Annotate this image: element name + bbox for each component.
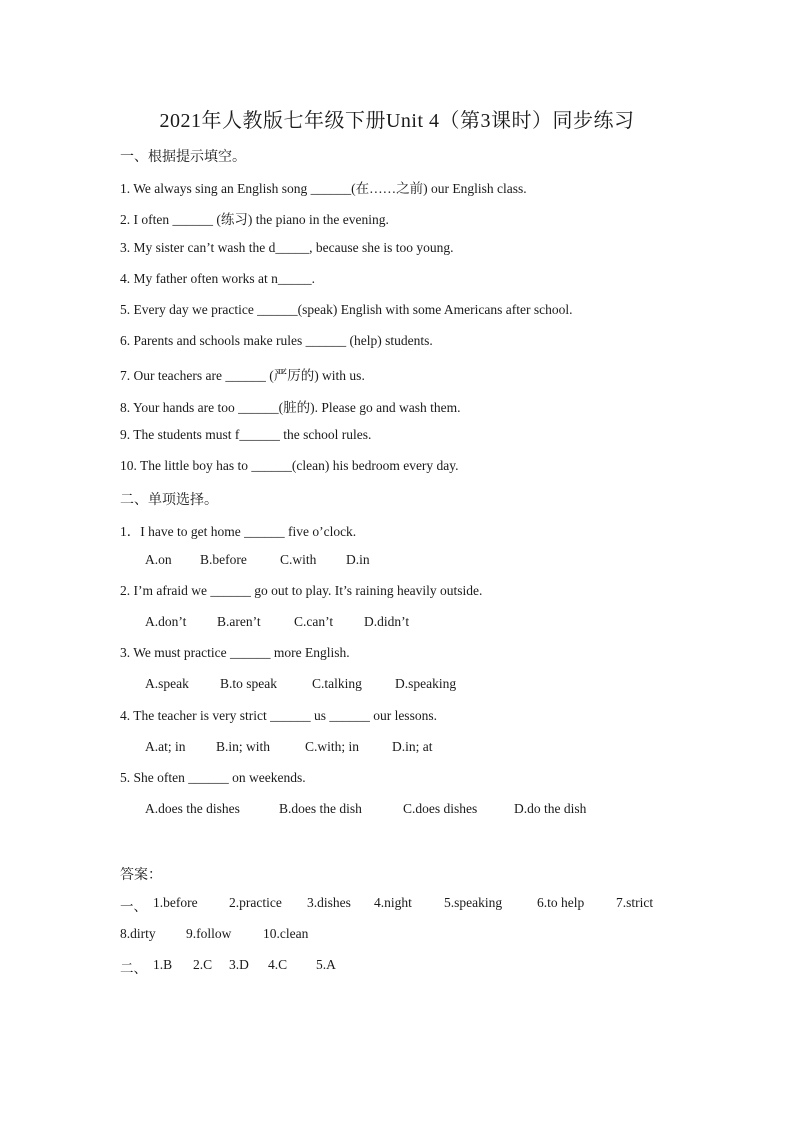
option-c: C.with; in xyxy=(305,739,360,754)
option-c: C.talking xyxy=(312,676,362,691)
answers-prefix-2: 二、 xyxy=(120,961,147,976)
answer-item: 1.B xyxy=(153,957,173,972)
answer-item: 2.C xyxy=(193,957,213,972)
answer-item: 5.A xyxy=(316,957,336,972)
answer-item: 3.D xyxy=(229,957,249,972)
option-d: D.speaking xyxy=(395,676,457,691)
option-b: B.to speak xyxy=(220,676,277,691)
answer-item: 4.C xyxy=(268,957,288,972)
document-title: 2021年人教版七年级下册Unit 4（第3课时）同步练习 xyxy=(159,110,635,132)
option-a: A.speak xyxy=(145,676,189,691)
answer-item: 5.speaking xyxy=(444,895,503,910)
option-c: C.does dishes xyxy=(403,801,478,816)
choice-question-4: 4. The teacher is very strict ______ us ______ our lessons. xyxy=(120,708,437,723)
fill-question-1: 1. We always sing an English song ______(在……之前) our English class. xyxy=(120,181,527,196)
option-d: D.didn’t xyxy=(364,614,410,629)
choice-options-2 xyxy=(145,614,409,630)
choice-question-3: 3. We must practice ______ more English. xyxy=(120,645,350,660)
fill-question-6: 6. Parents and schools make rules ______ (help) students. xyxy=(120,333,433,348)
option-b: B.aren’t xyxy=(217,614,261,629)
option-d: D.in xyxy=(346,552,370,567)
option-b: B.does the dish xyxy=(279,801,362,816)
answer-item: 9.follow xyxy=(186,926,232,941)
option-a: A.don’t xyxy=(145,614,187,629)
answer-item: 3.dishes xyxy=(307,895,351,910)
choice-question-5: 5. She often ______ on weekends. xyxy=(120,770,306,785)
choice-question-1: 1．I have to get home ______ five o’clock. xyxy=(120,524,357,539)
option-b: B.before xyxy=(200,552,247,567)
fill-question-8: 8. Your hands are too ______(脏的). Please go and wash them. xyxy=(120,400,461,415)
fill-question-9: 9. The students must f______ the school rules. xyxy=(120,427,372,442)
answer-item: 8.dirty xyxy=(120,926,156,941)
answer-item: 4.night xyxy=(374,895,412,910)
answer-item: 2.practice xyxy=(229,895,282,910)
choice-question-2: 2. I’m afraid we ______ go out to play. It’s raining heavily outside. xyxy=(120,583,483,598)
option-c: C.with xyxy=(280,552,317,567)
answers-prefix-1: 一、 xyxy=(120,899,147,914)
answer-item: 1.before xyxy=(153,895,198,910)
section2-heading: 二、单项选择。 xyxy=(120,493,218,508)
section1-heading: 一、根据提示填空。 xyxy=(120,150,246,165)
answers-heading: 答案： xyxy=(120,868,162,883)
option-a: A.at; in xyxy=(145,739,186,754)
choice-options-5 xyxy=(145,801,586,817)
answer-item: 7.strict xyxy=(616,895,654,910)
option-a: A.does the dishes xyxy=(145,801,240,816)
fill-question-5: 5. Every day we practice ______(speak) English with some Americans after school. xyxy=(120,302,573,317)
option-d: D.in; at xyxy=(392,739,433,754)
option-b: B.in; with xyxy=(216,739,271,754)
fill-question-10: 10. The little boy has to ______(clean) his bedroom every day. xyxy=(120,458,459,473)
fill-question-7: 7. Our teachers are ______ (严厉的) with us. xyxy=(120,368,365,383)
option-d: D.do the dish xyxy=(514,801,587,816)
choice-options-3 xyxy=(145,676,456,692)
choice-options-1 xyxy=(145,552,370,568)
answer-item: 10.clean xyxy=(263,926,309,941)
answer-item: 6.to help xyxy=(537,895,585,910)
fill-question-3: 3. My sister can’t wash the d_____, because she is too young. xyxy=(120,240,454,255)
option-c: C.can’t xyxy=(294,614,334,629)
choice-options-4 xyxy=(145,739,433,755)
option-a: A.on xyxy=(145,552,172,567)
fill-question-2: 2. I often ______ (练习) the piano in the evening. xyxy=(120,212,389,227)
fill-question-4: 4. My father often works at n_____. xyxy=(120,271,315,286)
